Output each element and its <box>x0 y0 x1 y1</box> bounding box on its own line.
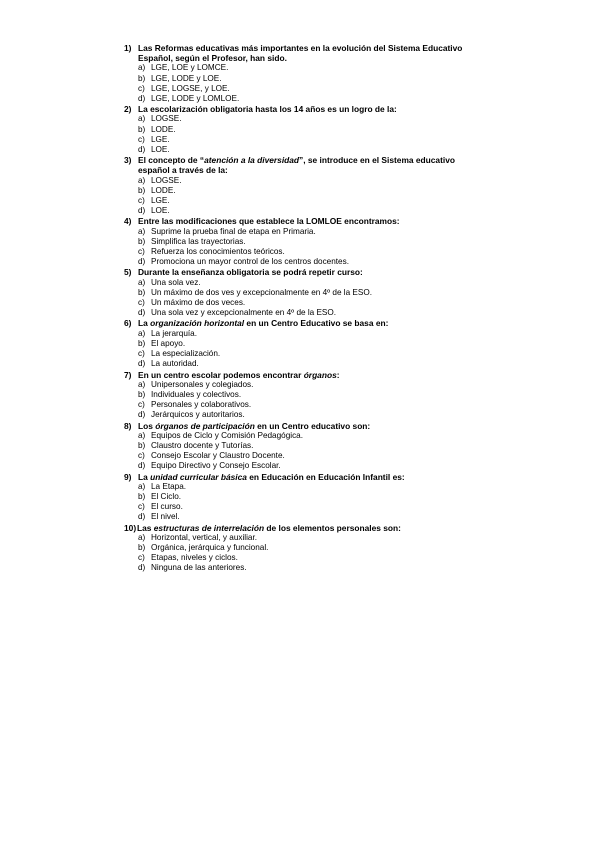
option-letter: c) <box>138 247 145 257</box>
option-text: Orgánica, jerárquica y funcional. <box>151 542 269 552</box>
question-2 <box>124 104 484 155</box>
option-letter: d) <box>138 308 146 318</box>
options-list <box>138 114 484 155</box>
option-item <box>138 390 484 400</box>
option-item <box>138 237 484 247</box>
option-letter: a) <box>138 277 146 287</box>
option-letter: d) <box>138 512 146 522</box>
option-item <box>138 257 484 267</box>
option-text: Equipo Directivo y Consejo Escolar. <box>151 461 281 471</box>
option-letter: b) <box>138 185 146 195</box>
question-text-italic: estructuras de interrelación <box>153 522 265 533</box>
option-text: Suprime la prueba final de etapa en Primaria. <box>151 226 316 236</box>
question-text-part: Las Reformas educativas más importantes en la evolución del Sistema Educativo Español, según el Profesor, han sido. <box>138 43 463 64</box>
option-text: Un máximo de dos veces. <box>151 298 246 308</box>
option-item <box>138 308 484 318</box>
option-letter: d) <box>138 563 146 573</box>
option-item <box>138 298 484 308</box>
options-list <box>138 176 484 217</box>
option-text: Equipos de Ciclo y Comisión Pedagógica. <box>151 430 304 440</box>
option-text: LOE. <box>151 145 170 155</box>
option-letter: d) <box>138 206 146 216</box>
option-text: La Etapa. <box>151 481 187 491</box>
option-letter: c) <box>138 134 145 144</box>
option-item <box>138 380 484 390</box>
question-number: 10) <box>124 522 137 533</box>
question-text <box>138 267 484 277</box>
option-text: El curso. <box>151 502 183 512</box>
option-letter: a) <box>138 63 146 73</box>
question-number: 7) <box>124 369 132 380</box>
option-item <box>138 451 484 461</box>
option-item <box>138 359 484 369</box>
option-item <box>138 176 484 186</box>
option-letter: d) <box>138 410 146 420</box>
option-letter: c) <box>138 298 145 308</box>
options-list <box>138 431 484 472</box>
option-letter: b) <box>138 236 146 246</box>
option-text: LGE, LOGSE, y LOE. <box>151 83 230 93</box>
option-item <box>138 563 484 573</box>
option-item <box>138 135 484 145</box>
question-number: 1) <box>124 43 132 53</box>
option-text: Individuales y colectivos. <box>151 389 242 399</box>
quiz-list <box>124 43 484 574</box>
option-letter: d) <box>138 359 146 369</box>
option-letter: c) <box>138 451 145 461</box>
question-text <box>138 370 484 380</box>
option-item <box>138 196 484 206</box>
option-item <box>138 114 484 124</box>
question-8 <box>124 421 484 472</box>
option-text: LGE, LOE y LOMCE. <box>151 63 229 73</box>
option-item <box>138 206 484 216</box>
option-letter: a) <box>138 114 146 124</box>
option-item <box>138 339 484 349</box>
question-text-part: El concepto de “ <box>138 155 205 166</box>
option-item <box>138 512 484 522</box>
option-letter: c) <box>138 502 145 512</box>
options-list <box>138 63 484 104</box>
question-text-part: En un centro escolar podemos encontrar <box>138 369 304 380</box>
option-letter: a) <box>138 430 146 440</box>
option-letter: b) <box>138 287 146 297</box>
question-text-part: en un Centro educativo son: <box>254 420 371 431</box>
question-number: 4) <box>124 216 132 227</box>
question-text <box>138 155 484 175</box>
question-text-italic: unidad curricular básica <box>150 471 247 482</box>
question-number: 2) <box>124 104 132 115</box>
question-text-row <box>124 43 484 63</box>
option-text: LOE. <box>151 206 170 216</box>
option-text: Una sola vez y excepcionalmente en 4º de la ESO. <box>151 308 337 318</box>
option-text: Horizontal, vertical, y auxiliar. <box>151 532 258 542</box>
question-text <box>138 216 484 226</box>
question-4 <box>124 216 484 267</box>
question-number: 6) <box>124 318 132 329</box>
option-text: Una sola vez. <box>151 277 201 287</box>
option-text: Ninguna de las anteriores. <box>151 563 247 573</box>
question-text-part: Las <box>137 522 154 533</box>
option-letter: c) <box>138 83 145 93</box>
option-item <box>138 502 484 512</box>
option-item <box>138 553 484 563</box>
option-text: Claustro docente y Tutorías. <box>151 440 254 450</box>
option-letter: b) <box>138 389 146 399</box>
question-text-part: en un Centro Educativo se basa en: <box>244 318 389 329</box>
options-list <box>138 227 484 268</box>
question-text-part: Los <box>138 420 156 431</box>
option-text: El nivel. <box>151 512 180 522</box>
question-text-row <box>124 267 484 277</box>
question-text-part: Durante la enseñanza obligatoria se podrá repetir curso: <box>138 267 363 278</box>
option-text: LGE. <box>151 134 170 144</box>
question-text-row <box>124 523 484 533</box>
option-letter: a) <box>138 175 146 185</box>
question-6 <box>124 318 484 369</box>
question-text <box>138 43 484 63</box>
question-text-part: : <box>336 369 340 380</box>
question-text-italic: atención a la diversidad <box>204 155 300 166</box>
option-item <box>138 145 484 155</box>
option-item <box>138 492 484 502</box>
option-item <box>138 441 484 451</box>
options-list <box>138 482 484 523</box>
option-text: LGE, LODE y LOE. <box>151 73 222 83</box>
question-text <box>138 104 484 114</box>
option-letter: c) <box>138 553 145 563</box>
question-number: 3) <box>124 155 132 166</box>
option-letter: b) <box>138 440 146 450</box>
question-text-row <box>124 421 484 431</box>
option-item <box>138 431 484 441</box>
option-letter: a) <box>138 226 146 236</box>
option-item <box>138 543 484 553</box>
option-text: LOGSE. <box>151 114 182 124</box>
option-item <box>138 278 484 288</box>
option-item <box>138 247 484 257</box>
option-letter: c) <box>138 400 145 410</box>
option-item <box>138 74 484 84</box>
option-text: Unipersonales y colegiados. <box>151 379 254 389</box>
option-item <box>138 410 484 420</box>
option-text: La jerarquía. <box>151 328 197 338</box>
option-item <box>138 94 484 104</box>
option-letter: a) <box>138 532 146 542</box>
option-text: Jerárquicos y autoritarios. <box>151 410 245 420</box>
option-letter: d) <box>138 145 146 155</box>
question-text-row <box>124 472 484 482</box>
options-list <box>138 329 484 370</box>
question-3 <box>124 155 484 216</box>
option-item <box>138 400 484 410</box>
question-text-part: de los elementos personales son: <box>264 522 401 533</box>
option-text: Simplifica las trayectorias. <box>151 236 246 246</box>
option-text: LGE, LODE y LOMLOE. <box>151 94 240 104</box>
option-item <box>138 288 484 298</box>
question-text-row <box>124 104 484 114</box>
question-text-italic: órganos <box>303 369 337 380</box>
option-text: La especialización. <box>151 349 221 359</box>
question-text-italic: organización horizontal <box>150 318 245 329</box>
option-item <box>138 482 484 492</box>
options-list <box>138 380 484 421</box>
option-letter: c) <box>138 196 145 206</box>
option-letter: b) <box>138 124 146 134</box>
option-letter: d) <box>138 94 146 104</box>
option-item <box>138 329 484 339</box>
option-text: LGE. <box>151 196 170 206</box>
question-text <box>138 318 484 328</box>
option-item <box>138 349 484 359</box>
question-text-part: Entre las modificaciones que establece la LOMLOE encontramos: <box>138 216 400 227</box>
option-text: LODE. <box>151 185 176 195</box>
option-text: El apoyo. <box>151 338 186 348</box>
option-item <box>138 84 484 94</box>
option-text: Refuerza los conocimientos teóricos. <box>151 247 285 257</box>
question-5 <box>124 267 484 318</box>
options-list <box>138 533 484 574</box>
option-item <box>138 125 484 135</box>
question-text-part: La <box>138 471 151 482</box>
question-text-part: ”, se introduce en el Sistema educativo español a través de la: <box>138 155 455 176</box>
option-text: La autoridad. <box>151 359 199 369</box>
option-letter: d) <box>138 257 146 267</box>
option-letter: b) <box>138 491 146 501</box>
question-text <box>137 523 484 533</box>
option-letter: a) <box>138 481 146 491</box>
question-text-part: en Educación en Educación Infantil es: <box>246 471 405 482</box>
option-text: Promociona un mayor control de los centros docentes. <box>151 257 349 267</box>
option-text: Un máximo de dos ves y excepcionalmente en 4º de la ESO. <box>151 287 372 297</box>
question-text-italic: órganos de participación <box>155 420 255 431</box>
question-text-row <box>124 216 484 226</box>
question-text <box>138 421 484 431</box>
option-item <box>138 227 484 237</box>
question-number: 9) <box>124 471 132 482</box>
option-text: LODE. <box>151 124 176 134</box>
option-letter: a) <box>138 379 146 389</box>
question-9 <box>124 472 484 523</box>
option-item <box>138 186 484 196</box>
option-letter: a) <box>138 328 146 338</box>
question-10 <box>124 523 484 574</box>
option-letter: c) <box>138 349 145 359</box>
question-text <box>138 472 484 482</box>
option-item <box>138 461 484 471</box>
question-text-row <box>124 318 484 328</box>
option-text: LOGSE. <box>151 175 182 185</box>
question-7 <box>124 370 484 421</box>
option-text: El Ciclo. <box>151 491 182 501</box>
question-text-row <box>124 155 484 175</box>
question-text-part: La <box>138 318 151 329</box>
question-number: 8) <box>124 420 132 431</box>
question-1 <box>124 43 484 104</box>
option-letter: b) <box>138 542 146 552</box>
option-text: Etapas, niveles y ciclos. <box>151 553 238 563</box>
option-text: Personales y colaborativos. <box>151 400 252 410</box>
question-text-row <box>124 370 484 380</box>
question-text-part: La escolarización obligatoria hasta los 14 años es un logro de la: <box>138 104 397 115</box>
option-letter: b) <box>138 338 146 348</box>
option-text: Consejo Escolar y Claustro Docente. <box>151 451 285 461</box>
option-item <box>138 63 484 73</box>
option-letter: b) <box>138 73 146 83</box>
option-letter: d) <box>138 461 146 471</box>
option-item <box>138 533 484 543</box>
options-list <box>138 278 484 319</box>
question-number: 5) <box>124 267 132 278</box>
